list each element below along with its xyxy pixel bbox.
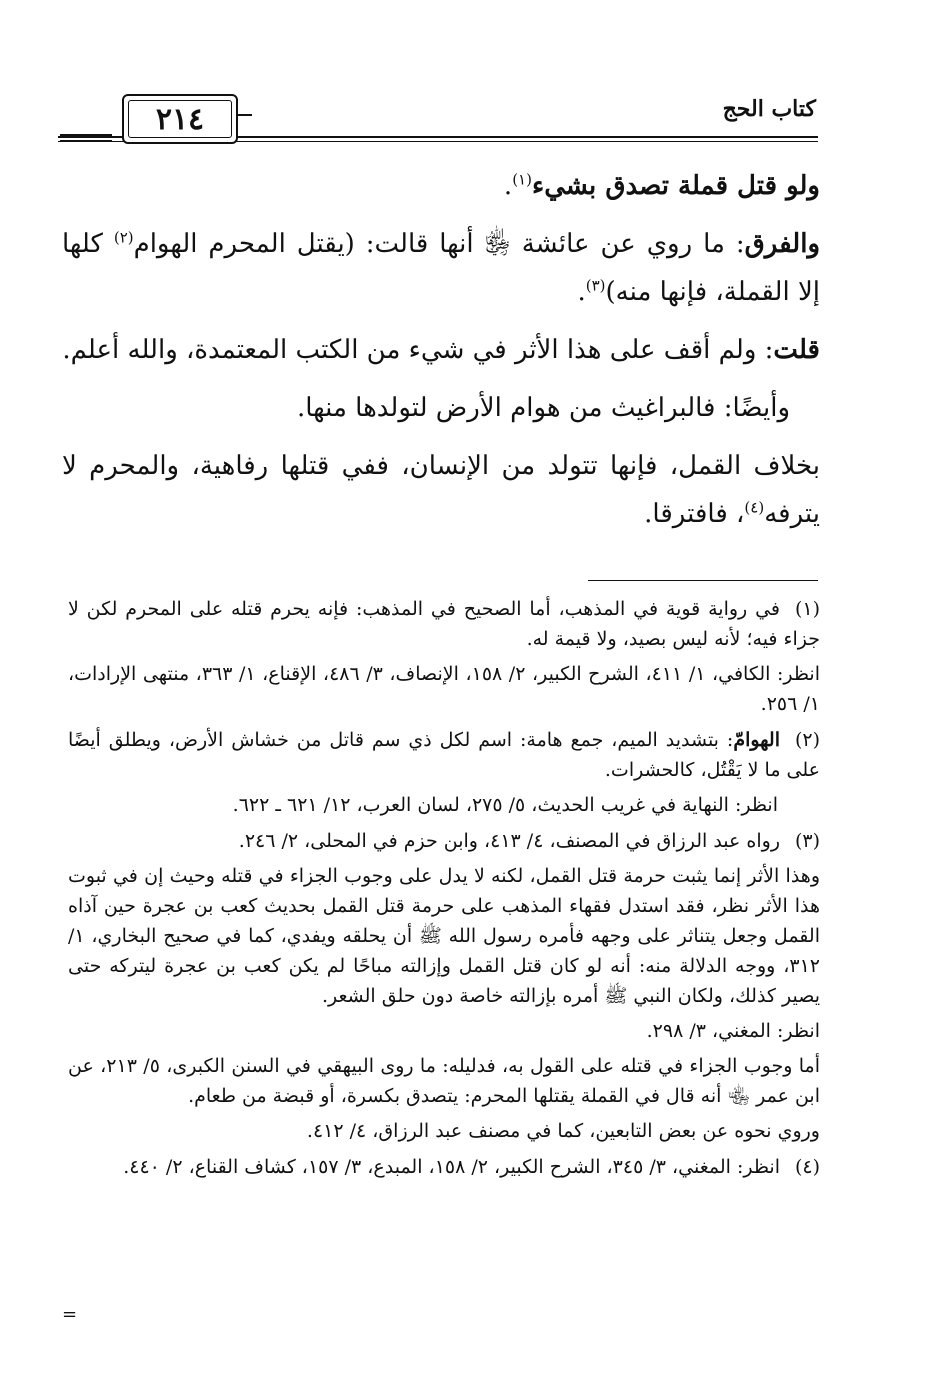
paragraph-2-text-b: كلها إلا القملة، فإنها منه): [62, 229, 820, 307]
footnote-mark: (١): [794, 598, 820, 620]
term-qultu: قلت: [773, 335, 820, 365]
paragraph-3: [62, 326, 820, 374]
footnote-ref-3[interactable]: (٣): [585, 276, 606, 295]
footnote-mark: (٤): [794, 1156, 820, 1178]
footnote-ref-4[interactable]: (٤): [744, 498, 765, 517]
paragraph-3-text: : ولم أقف على هذا الأثر في شيء من الكتب المعتمدة، والله أعلم.: [62, 335, 774, 365]
footnote-text: : بتشديد الميم، جمع هامة: اسم لكل ذي سم قاتل من خشاش الأرض، ويطلق أيضًا على ما لا يَقْتُل، كالحشرات.: [68, 729, 820, 781]
footnote-reference: انظر: النهاية في غريب الحديث، ٥/ ٢٧٥، لسان العرب، ١٢/ ٦٢١ ـ ٦٢٢.: [232, 794, 778, 816]
paragraph-1: [62, 162, 820, 210]
page-number: ٢١٤: [155, 101, 205, 137]
paragraph-5-text-a: بخلاف القمل، فإنها تتولد من الإنسان، ففي قتلها رفاهية، والمحرم لا يترفه: [62, 451, 820, 529]
footnote-reference: انظر: المغني، ٣/ ٢٩٨.: [646, 1020, 820, 1042]
page-end-mark: =: [62, 1304, 78, 1325]
paragraph-5: [62, 442, 820, 538]
book-title: كتاب الحج: [722, 96, 816, 122]
footnote-1: [68, 594, 820, 719]
footnote-reference: انظر: الكافي، ١/ ٤١١، الشرح الكبير، ٢/ ١٥٨، الإنصاف، ٣/ ٤٨٦، الإقناع، ١/ ٣٦٣، منتهى الإرادات، ١/ ٢٥٦.: [68, 663, 820, 715]
footnote-text: رواه عبد الرزاق في المصنف، ٤/ ٤١٣، وابن حزم في المحلى، ٢/ ٢٤٦.: [238, 830, 780, 852]
footnote-separator: [588, 580, 818, 581]
term-alfarq: والفرق: [744, 229, 820, 259]
running-header: [58, 92, 818, 152]
footnote-mark: (٢): [794, 729, 820, 751]
footnote-term: الهوامّ: [733, 729, 780, 751]
main-text: [62, 162, 820, 548]
footnotes: [68, 594, 820, 1188]
footnote-text: انظر: المغني، ٣/ ٣٤٥، الشرح الكبير، ٢/ ١٥٨، المبدع، ٣/ ١٥٧، كشاف القناع، ٢/ ٤٤٠.: [123, 1156, 780, 1178]
footnote-3: [68, 826, 820, 1146]
footnote-ref-1[interactable]: (١): [512, 170, 532, 189]
footnote-paragraph: وروي نحوه عن بعض التابعين، كما في مصنف عبد الرزاق، ٤/ ٤١٢.: [306, 1120, 820, 1142]
paragraph-5-text-b: ، فافترقا.: [644, 499, 745, 529]
footnote-4: [68, 1152, 820, 1182]
footnote-ref-2[interactable]: (٢): [113, 228, 134, 247]
footnote-text: في رواية قوية في المذهب، أما الصحيح في المذهب: فإنه يحرم قتله على المحرم لكن لا جزاء فيه؛ لأنه ليس بصيد، ولا قيمة له.: [68, 598, 820, 650]
footnote-paragraph: وهذا الأثر إنما يثبت حرمة قتل القمل، لكنه لا يدل على وجوب الجزاء في قتله وحيث إن في ثبوت هذا الأثر نظر، فقد استدل فقهاء المذهب على حرمة قتل القمل بحديث كعب بن عجرة حين آذاه القمل وجعل يتناثر على وجهه فأمره رسول الله ﷺ أن يحلقه ويفدي، كما في صحيح البخاري، ١/ ٣١٢، ووجه الدلالة منه: أنه لو كان قتل القمل وإزالته مباحًا لم يكن كعب بن عجرة ليتركه حتى يصير كذلك، ولكان النبي ﷺ أمره بإزالته خاصة دون حلق الشعر.: [68, 865, 820, 1007]
footnote-mark: (٣): [794, 830, 820, 852]
paragraph-1-end: .: [503, 171, 513, 201]
page-number-box: [122, 94, 238, 144]
paragraph-2: [62, 220, 820, 316]
header-ornament-line: [60, 140, 112, 142]
paragraph-2-end: .: [577, 277, 586, 307]
footnote-paragraph: أما وجوب الجزاء في قتله على القول به، فدليله: ما روى البيهقي في السنن الكبرى، ٥/ ٢١٣، عن ابن عمر ﵄ أنه قال في القملة يقتلها المحرم: يتصدق بكسرة، أو قبضة من طعام.: [68, 1055, 820, 1107]
header-ornament-line: [60, 134, 112, 136]
paragraph-2-text-a: : ما روي عن عائشة ﵂ أنها قالت: (يقتل المحرم الهوام: [133, 229, 745, 259]
paragraph-4-text: وأيضًا: فالبراغيث من هوام الأرض لتولدها منها.: [296, 393, 790, 423]
paragraph-1-text: ولو قتل قملة تصدق بشيء: [531, 171, 820, 201]
footnote-2: [68, 725, 820, 820]
paragraph-4: [62, 384, 820, 432]
